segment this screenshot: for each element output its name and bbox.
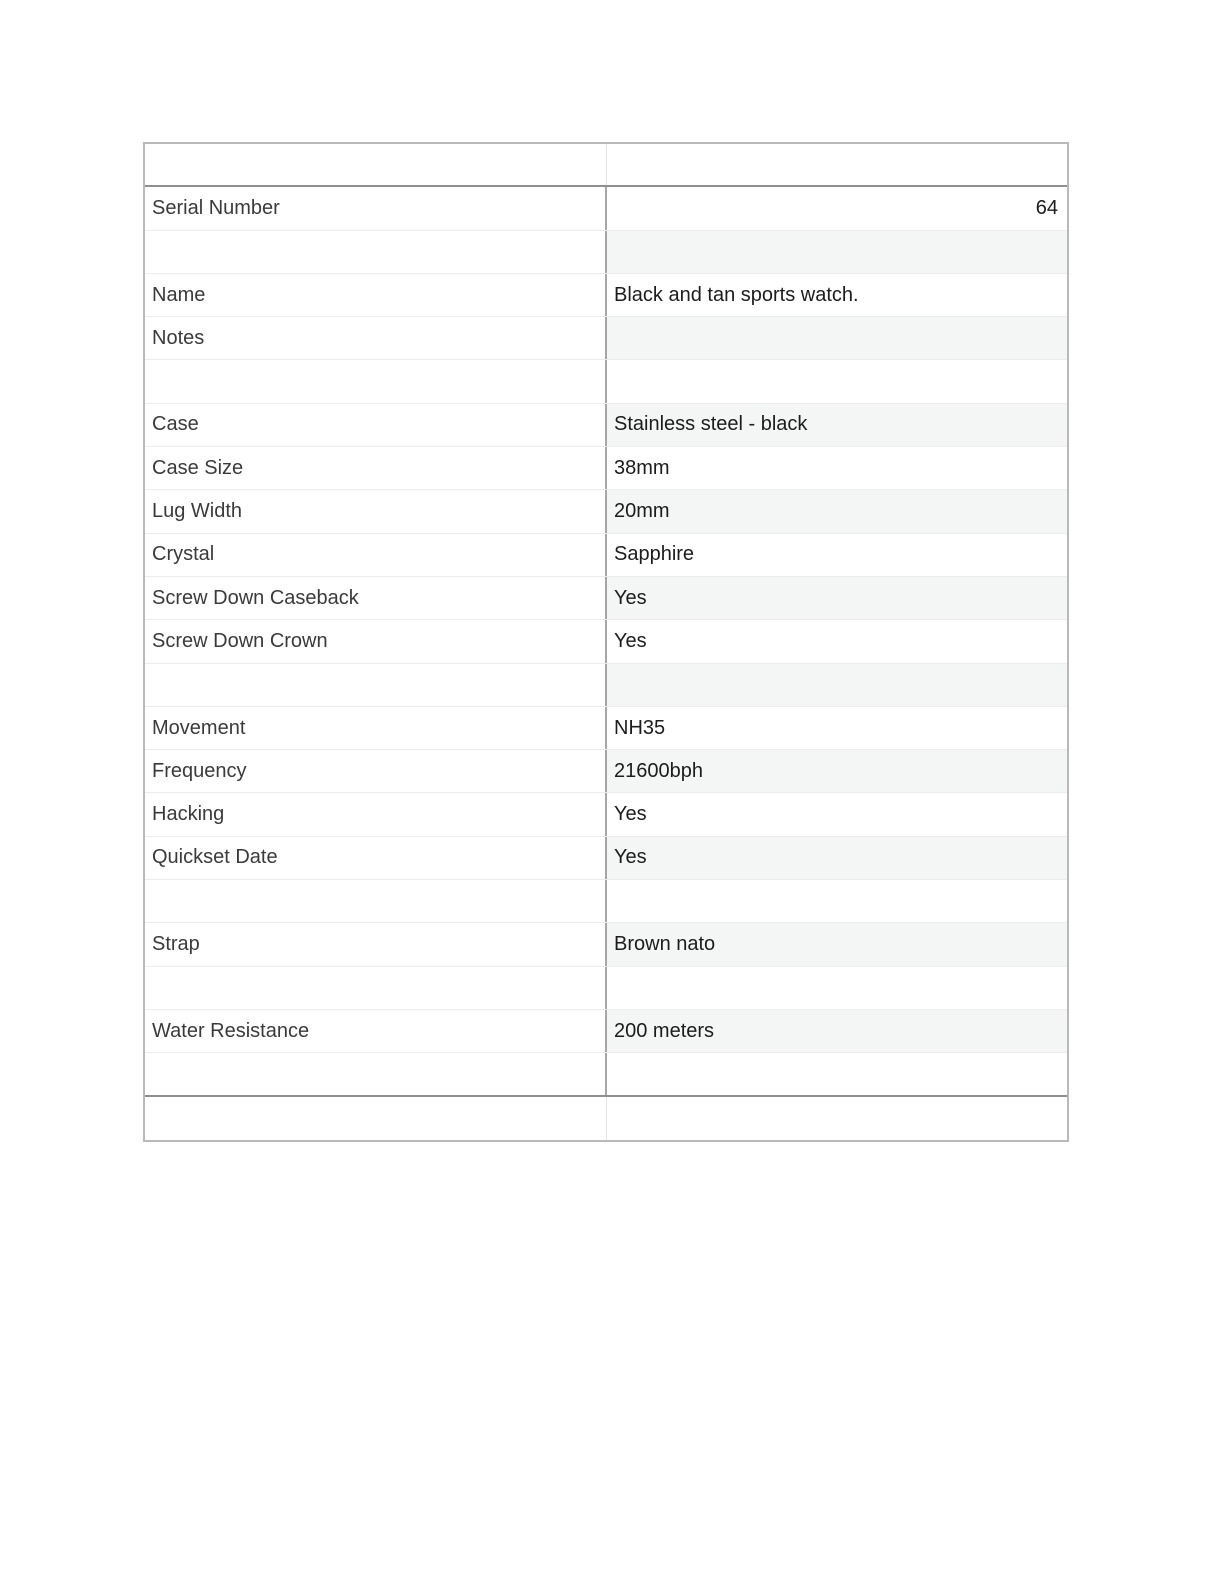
table-row: [145, 880, 1067, 923]
row-label[interactable]: [145, 231, 607, 273]
row-label[interactable]: Hacking: [145, 793, 607, 835]
header-cell-value[interactable]: [607, 144, 1067, 185]
footer-cell-value[interactable]: [607, 1097, 1067, 1140]
header-cell-label[interactable]: [145, 144, 607, 185]
table-row: [145, 534, 1067, 577]
footer-cell-label[interactable]: [145, 1097, 607, 1140]
quickset-date-value[interactable]: Yes: [607, 837, 1067, 879]
water-resistance-value[interactable]: 200 meters: [607, 1010, 1067, 1052]
row-label[interactable]: [145, 664, 607, 706]
table-row: [145, 577, 1067, 620]
row-label[interactable]: Frequency: [145, 750, 607, 792]
table-row: [145, 837, 1067, 880]
row-label[interactable]: Notes: [145, 317, 607, 359]
row-value[interactable]: [607, 360, 1067, 402]
row-label[interactable]: Serial Number: [145, 187, 607, 229]
notes-value[interactable]: [607, 317, 1067, 359]
table-row: [145, 274, 1067, 317]
row-label[interactable]: [145, 967, 607, 1009]
table-row: [145, 967, 1067, 1010]
row-value[interactable]: [607, 967, 1067, 1009]
table-row: [145, 231, 1067, 274]
row-label[interactable]: [145, 360, 607, 402]
row-label[interactable]: Case Size: [145, 447, 607, 489]
row-label[interactable]: Water Resistance: [145, 1010, 607, 1052]
row-label[interactable]: Case: [145, 404, 607, 446]
row-label[interactable]: Movement: [145, 707, 607, 749]
screw-down-caseback-value[interactable]: Yes: [607, 577, 1067, 619]
table-row: [145, 750, 1067, 793]
table-row: [145, 664, 1067, 707]
case-size-value[interactable]: 38mm: [614, 456, 670, 479]
row-label[interactable]: Strap: [145, 923, 607, 965]
table-row: [145, 490, 1067, 533]
frequency-value[interactable]: 21600bph: [607, 750, 1067, 792]
movement-value[interactable]: NH35: [614, 716, 666, 739]
row-label[interactable]: [145, 1053, 607, 1094]
lug-width-value[interactable]: 20mm: [607, 490, 1067, 532]
table-row: [145, 360, 1067, 403]
row-label[interactable]: Quickset Date: [145, 837, 607, 879]
case-value[interactable]: Stainless steel - black: [607, 404, 1067, 446]
row-label[interactable]: Screw Down Crown: [145, 620, 607, 662]
table-row: [145, 923, 1067, 966]
hacking-value[interactable]: Yes: [614, 803, 647, 826]
row-label[interactable]: Screw Down Caseback: [145, 577, 607, 619]
watch-spec-table: [143, 142, 1069, 1142]
row-label[interactable]: Crystal: [145, 534, 607, 576]
table-row: [145, 317, 1067, 360]
table-row: [145, 447, 1067, 490]
name-value[interactable]: Black and tan sports watch.: [614, 283, 859, 306]
row-label[interactable]: Lug Width: [145, 490, 607, 532]
serial-number-value[interactable]: 64: [1035, 196, 1058, 219]
crystal-value[interactable]: Sapphire: [614, 543, 695, 566]
table-row: [145, 707, 1067, 750]
row-label[interactable]: Name: [145, 274, 607, 316]
table-row: [145, 404, 1067, 447]
row-label[interactable]: [145, 880, 607, 922]
row-value[interactable]: [607, 231, 1067, 273]
table-row: [145, 793, 1067, 836]
row-value[interactable]: [607, 1053, 1067, 1094]
row-value[interactable]: [607, 880, 1067, 922]
table-row: [145, 620, 1067, 663]
strap-value[interactable]: Brown nato: [607, 923, 1067, 965]
table-row: [145, 187, 1067, 230]
row-value[interactable]: [607, 664, 1067, 706]
table-footer-row: [145, 1097, 1067, 1140]
table-header-row: [145, 144, 1067, 187]
table-row: [145, 1010, 1067, 1053]
screw-down-crown-value[interactable]: Yes: [614, 629, 647, 652]
table-row: [145, 1053, 1067, 1096]
